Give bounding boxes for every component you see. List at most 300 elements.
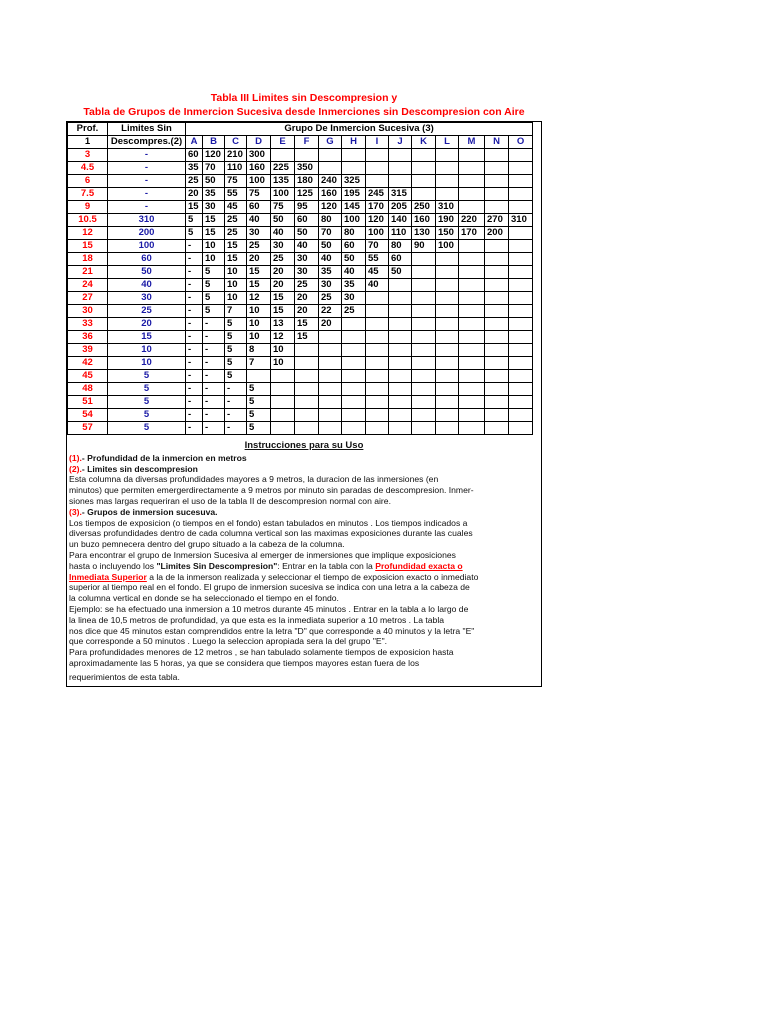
table-row <box>68 201 533 214</box>
time-cell: 210 <box>225 149 247 162</box>
time-cell: 5 <box>186 214 203 227</box>
para-4-line-1: Para encontrar el grupo de Inmersion Sucesiva al emerger de inmersiones que implique exposiciones <box>69 549 456 560</box>
time-cell: 25 <box>225 214 247 227</box>
limit-cell: 20 <box>108 318 186 331</box>
time-cell: - <box>203 422 225 435</box>
depth-cell: 51 <box>68 396 108 409</box>
time-cell: 195 <box>342 188 366 201</box>
note-2-text: - Limites sin descompresion <box>81 463 198 474</box>
time-cell: - <box>203 370 225 383</box>
time-cell <box>295 396 319 409</box>
time-cell <box>389 305 412 318</box>
time-cell <box>366 409 389 422</box>
depth-cell: 21 <box>68 266 108 279</box>
time-cell: 13 <box>271 318 295 331</box>
group-letter-m: M <box>459 136 485 149</box>
time-cell: 10 <box>271 357 295 370</box>
time-cell <box>509 331 533 344</box>
instructions <box>69 441 539 683</box>
title-line-2: Tabla de Grupos de Inmercion Sucesiva desde Inmerciones sin Descompresion con Aire <box>83 106 525 118</box>
time-cell: - <box>225 383 247 396</box>
time-cell: 220 <box>459 214 485 227</box>
time-cell: 95 <box>295 201 319 214</box>
time-cell <box>319 331 342 344</box>
time-cell <box>459 240 485 253</box>
depth-cell: 48 <box>68 383 108 396</box>
time-cell <box>412 188 436 201</box>
para-3-line-2: diversas profundidades dentro de cada columna vertical son las maximas exposiciones durante las cuales <box>69 528 473 539</box>
time-cell <box>319 383 342 396</box>
time-cell <box>389 383 412 396</box>
time-cell: 25 <box>247 240 271 253</box>
time-cell: 120 <box>203 149 225 162</box>
time-cell: 8 <box>247 344 271 357</box>
para-4-line-4: superior al tiempo real en el fondo. El grupo de inmersion sucesiva se indica con una letra a la cabeza de <box>69 582 470 593</box>
depth-cell: 27 <box>68 292 108 305</box>
limit-cell: 10 <box>108 357 186 370</box>
time-cell: - <box>186 396 203 409</box>
time-cell: 5 <box>247 422 271 435</box>
table-row <box>68 240 533 253</box>
time-cell <box>436 305 459 318</box>
time-cell: 45 <box>225 201 247 214</box>
time-cell <box>436 279 459 292</box>
time-cell <box>412 422 436 435</box>
time-cell <box>389 292 412 305</box>
time-cell <box>459 188 485 201</box>
time-cell: 225 <box>271 162 295 175</box>
table-row <box>68 266 533 279</box>
time-cell <box>342 318 366 331</box>
time-cell <box>342 370 366 383</box>
decompression-table-frame <box>66 121 542 687</box>
time-cell: 120 <box>319 201 342 214</box>
time-cell: 5 <box>247 383 271 396</box>
time-cell <box>436 422 459 435</box>
time-cell: 20 <box>186 188 203 201</box>
time-cell: 310 <box>436 201 459 214</box>
note-1-text: - Profundidad de la inmercion en metros <box>81 452 247 463</box>
prof-header: Prof. <box>68 123 108 136</box>
time-cell <box>366 162 389 175</box>
time-cell <box>485 188 509 201</box>
time-cell <box>459 318 485 331</box>
time-cell <box>509 149 533 162</box>
time-cell <box>509 396 533 409</box>
time-cell: 50 <box>271 214 295 227</box>
depth-cell: 33 <box>68 318 108 331</box>
time-cell <box>295 370 319 383</box>
limit-cell: 40 <box>108 279 186 292</box>
time-cell: 30 <box>319 279 342 292</box>
group-letter-f: F <box>295 136 319 149</box>
time-cell: 10 <box>203 240 225 253</box>
time-cell: 205 <box>389 201 412 214</box>
time-cell <box>295 422 319 435</box>
time-cell: 5 <box>225 357 247 370</box>
table-row <box>68 305 533 318</box>
time-cell <box>485 175 509 188</box>
time-cell: 180 <box>295 175 319 188</box>
time-cell: 145 <box>342 201 366 214</box>
time-cell: 10 <box>225 292 247 305</box>
time-cell: 25 <box>295 279 319 292</box>
time-cell <box>295 149 319 162</box>
time-cell <box>389 331 412 344</box>
time-cell: 15 <box>271 292 295 305</box>
time-cell: 5 <box>247 409 271 422</box>
time-cell <box>271 383 295 396</box>
group-letter-h: H <box>342 136 366 149</box>
time-cell: 50 <box>319 240 342 253</box>
time-cell <box>436 409 459 422</box>
time-cell <box>412 331 436 344</box>
time-cell <box>509 318 533 331</box>
time-cell <box>412 279 436 292</box>
time-cell: 130 <box>412 227 436 240</box>
time-cell: 12 <box>271 331 295 344</box>
time-cell: 50 <box>203 175 225 188</box>
time-cell: - <box>203 318 225 331</box>
time-cell <box>509 240 533 253</box>
time-cell <box>366 344 389 357</box>
time-cell <box>412 409 436 422</box>
time-cell <box>342 409 366 422</box>
time-cell <box>459 201 485 214</box>
group-letter-d: D <box>247 136 271 149</box>
time-cell <box>295 383 319 396</box>
para-5-line-1: Ejemplo: se ha efectuado una inmersion a 10 metros durante 45 minutos . Entrar en la tabla a lo largo de <box>69 603 469 614</box>
time-cell: 10 <box>203 253 225 266</box>
limit-cell: - <box>108 149 186 162</box>
time-cell: 25 <box>225 227 247 240</box>
group-letter-o: O <box>509 136 533 149</box>
time-cell: 70 <box>203 162 225 175</box>
group-letter-a: A <box>186 136 203 149</box>
time-cell: 50 <box>389 266 412 279</box>
time-cell: 35 <box>319 266 342 279</box>
table-row <box>68 175 533 188</box>
time-cell: 5 <box>203 266 225 279</box>
time-cell: 80 <box>319 214 342 227</box>
time-cell: 80 <box>342 227 366 240</box>
note-1-tag: (1). <box>69 452 82 463</box>
time-cell: - <box>203 331 225 344</box>
time-cell <box>509 292 533 305</box>
limit-cell: 25 <box>108 305 186 318</box>
time-cell: - <box>186 305 203 318</box>
prof-header-num: 1 <box>68 136 108 149</box>
time-cell: - <box>203 409 225 422</box>
para-6-line-3: requerimientos de esta tabla. <box>69 671 180 682</box>
limit-cell: 10 <box>108 344 186 357</box>
depth-cell: 45 <box>68 370 108 383</box>
time-cell <box>366 331 389 344</box>
time-cell: 315 <box>389 188 412 201</box>
table-row <box>68 331 533 344</box>
time-cell <box>412 318 436 331</box>
depth-cell: 36 <box>68 331 108 344</box>
table-row <box>68 396 533 409</box>
time-cell <box>459 175 485 188</box>
time-cell <box>389 422 412 435</box>
depth-cell: 12 <box>68 227 108 240</box>
time-cell <box>485 253 509 266</box>
time-cell: 5 <box>203 292 225 305</box>
time-cell <box>436 357 459 370</box>
time-cell <box>459 370 485 383</box>
time-cell <box>436 318 459 331</box>
depth-cell: 6 <box>68 175 108 188</box>
time-cell: 15 <box>295 318 319 331</box>
time-cell <box>436 266 459 279</box>
note-2-tag: (2). <box>69 463 82 474</box>
time-cell <box>485 162 509 175</box>
para-6-line-1: Para profundidades menores de 12 metros , se han tabulado solamente tiempos de exposicion hasta <box>69 647 454 658</box>
time-cell <box>509 188 533 201</box>
time-cell: 270 <box>485 214 509 227</box>
time-cell <box>509 162 533 175</box>
note-3-text: - Grupos de inmersion sucesuva. <box>81 506 218 517</box>
time-cell: 5 <box>247 396 271 409</box>
time-cell: 25 <box>271 253 295 266</box>
time-cell <box>319 357 342 370</box>
depth-cell: 30 <box>68 305 108 318</box>
time-cell <box>295 344 319 357</box>
time-cell: 15 <box>186 201 203 214</box>
time-cell <box>509 344 533 357</box>
time-cell: 5 <box>225 370 247 383</box>
time-cell: 7 <box>247 357 271 370</box>
header-row-2 <box>68 136 533 149</box>
time-cell <box>509 175 533 188</box>
time-cell <box>485 240 509 253</box>
time-cell: 30 <box>271 240 295 253</box>
table-titles <box>66 91 542 119</box>
time-cell <box>412 162 436 175</box>
limit-cell: 200 <box>108 227 186 240</box>
time-cell <box>436 188 459 201</box>
time-cell: 20 <box>295 305 319 318</box>
time-cell: 250 <box>412 201 436 214</box>
time-cell <box>509 305 533 318</box>
time-cell <box>271 149 295 162</box>
depth-cell: 3 <box>68 149 108 162</box>
time-cell <box>295 357 319 370</box>
limits-header-sub: Descompres.(2) <box>108 136 186 149</box>
time-cell <box>412 149 436 162</box>
time-cell: 20 <box>319 318 342 331</box>
limit-cell: 5 <box>108 409 186 422</box>
time-cell <box>509 409 533 422</box>
time-cell <box>271 396 295 409</box>
time-cell <box>389 344 412 357</box>
depth-cell: 4.5 <box>68 162 108 175</box>
para-4-line-5: la columna vertical en donde se ha seleccionado el tiempo en el fondo. <box>69 593 339 604</box>
group-letter-e: E <box>271 136 295 149</box>
table-row <box>68 292 533 305</box>
time-cell <box>485 266 509 279</box>
table-row <box>68 383 533 396</box>
time-cell: 125 <box>295 188 319 201</box>
time-cell: 5 <box>186 227 203 240</box>
group-header: Grupo De Inmercion Sucesiva (3) <box>186 123 533 136</box>
time-cell <box>342 162 366 175</box>
time-cell: 80 <box>389 240 412 253</box>
limit-cell: 15 <box>108 331 186 344</box>
time-cell: 100 <box>247 175 271 188</box>
time-cell <box>485 331 509 344</box>
time-cell: 100 <box>366 227 389 240</box>
note-3-tag: (3). <box>69 506 82 517</box>
para-5-line-4: que corresponde a 50 minutos . Luego la seleccion apropiada sera la del grupo "E". <box>69 636 388 647</box>
depth-cell: 10.5 <box>68 214 108 227</box>
para-4-line-2b: "Limites Sin Descompresion" <box>156 560 278 571</box>
time-cell: - <box>203 357 225 370</box>
depth-cell: 54 <box>68 409 108 422</box>
time-cell <box>389 409 412 422</box>
time-cell: 300 <box>247 149 271 162</box>
time-cell: 15 <box>203 214 225 227</box>
time-cell: 120 <box>366 214 389 227</box>
time-cell <box>509 266 533 279</box>
group-letter-g: G <box>319 136 342 149</box>
time-cell: - <box>225 396 247 409</box>
time-cell: 15 <box>225 253 247 266</box>
time-cell: 160 <box>247 162 271 175</box>
para-4-line-2d: Profundidad exacta o <box>375 560 463 571</box>
time-cell <box>389 149 412 162</box>
limit-cell: 60 <box>108 253 186 266</box>
time-cell <box>509 357 533 370</box>
time-cell: 170 <box>366 201 389 214</box>
time-cell: 10 <box>225 279 247 292</box>
time-cell: - <box>225 422 247 435</box>
time-cell <box>271 409 295 422</box>
para-5-line-3: nos dice que 45 minutos estan comprendidos entre la letra "D" que corresponde a 40 minutos y la letra "E" <box>69 625 475 636</box>
para-4-line-2a: hasta o incluyendo los <box>69 560 157 571</box>
time-cell: 30 <box>342 292 366 305</box>
para-4-line-3b: a la de la inmerson realizada y seleccionar el tiempo de exposicion exacto o inmediato <box>146 571 479 582</box>
time-cell <box>485 422 509 435</box>
table-row <box>68 253 533 266</box>
time-cell <box>412 266 436 279</box>
time-cell <box>342 149 366 162</box>
time-cell <box>485 409 509 422</box>
time-cell: 5 <box>203 279 225 292</box>
time-cell: 25 <box>186 175 203 188</box>
depth-cell: 24 <box>68 279 108 292</box>
time-cell: 70 <box>319 227 342 240</box>
time-cell <box>271 422 295 435</box>
time-cell <box>459 331 485 344</box>
time-cell <box>436 331 459 344</box>
time-cell: - <box>186 370 203 383</box>
time-cell: 55 <box>366 253 389 266</box>
time-cell: 160 <box>319 188 342 201</box>
time-cell <box>509 227 533 240</box>
limit-cell: 5 <box>108 422 186 435</box>
time-cell: 5 <box>225 331 247 344</box>
time-cell: 25 <box>342 305 366 318</box>
time-cell <box>509 279 533 292</box>
time-cell: 30 <box>203 201 225 214</box>
time-cell <box>412 292 436 305</box>
time-cell <box>412 175 436 188</box>
time-cell: 15 <box>271 305 295 318</box>
time-cell <box>366 370 389 383</box>
time-cell: 40 <box>366 279 389 292</box>
time-cell <box>412 396 436 409</box>
time-cell <box>342 422 366 435</box>
limit-cell: 50 <box>108 266 186 279</box>
time-cell: - <box>186 383 203 396</box>
time-cell: 245 <box>366 188 389 201</box>
para-4-line-2c: : Entrar en la tabla con la <box>277 560 376 571</box>
time-cell: 10 <box>271 344 295 357</box>
time-cell: 20 <box>295 292 319 305</box>
depth-cell: 57 <box>68 422 108 435</box>
para-2-line-1: Esta columna da diversas profundidades mayores a 9 metros, la duracion de las inmersiones (en <box>69 474 439 485</box>
time-cell <box>485 370 509 383</box>
time-cell: - <box>203 383 225 396</box>
time-cell: 10 <box>247 331 271 344</box>
time-cell <box>509 201 533 214</box>
time-cell <box>366 175 389 188</box>
title-line-1: Tabla III Limites sin Descompresion y <box>210 92 398 104</box>
table-row <box>68 422 533 435</box>
time-cell <box>485 344 509 357</box>
time-cell <box>366 305 389 318</box>
time-cell: 12 <box>247 292 271 305</box>
time-cell <box>459 344 485 357</box>
time-cell: 310 <box>509 214 533 227</box>
time-cell: 50 <box>295 227 319 240</box>
time-cell <box>366 383 389 396</box>
time-cell: 45 <box>366 266 389 279</box>
time-cell <box>485 305 509 318</box>
time-cell <box>319 422 342 435</box>
time-cell <box>342 357 366 370</box>
table-row <box>68 162 533 175</box>
table-row <box>68 357 533 370</box>
time-cell <box>366 318 389 331</box>
time-cell: 35 <box>203 188 225 201</box>
time-cell <box>389 370 412 383</box>
time-cell: 40 <box>342 266 366 279</box>
time-cell: 20 <box>271 279 295 292</box>
time-cell: - <box>186 266 203 279</box>
para-3-line-1: Los tiempos de exposicion (o tiempos en el fondo) estan tabulados en minutos . Los tiempos indicados a <box>69 517 468 528</box>
para-6-line-2: aproximadamente las 5 horas, ya que se considera que tiempos mayores estan fuera de los <box>69 657 420 668</box>
time-cell: 350 <box>295 162 319 175</box>
time-cell <box>436 175 459 188</box>
time-cell <box>509 370 533 383</box>
group-letter-n: N <box>485 136 509 149</box>
time-cell: 100 <box>271 188 295 201</box>
time-cell: - <box>203 396 225 409</box>
time-cell: - <box>186 318 203 331</box>
table-row <box>68 370 533 383</box>
time-cell: 60 <box>247 201 271 214</box>
time-cell <box>389 175 412 188</box>
time-cell <box>295 409 319 422</box>
group-letter-j: J <box>389 136 412 149</box>
table-row <box>68 318 533 331</box>
time-cell: 5 <box>225 318 247 331</box>
depth-cell: 15 <box>68 240 108 253</box>
time-cell <box>366 292 389 305</box>
